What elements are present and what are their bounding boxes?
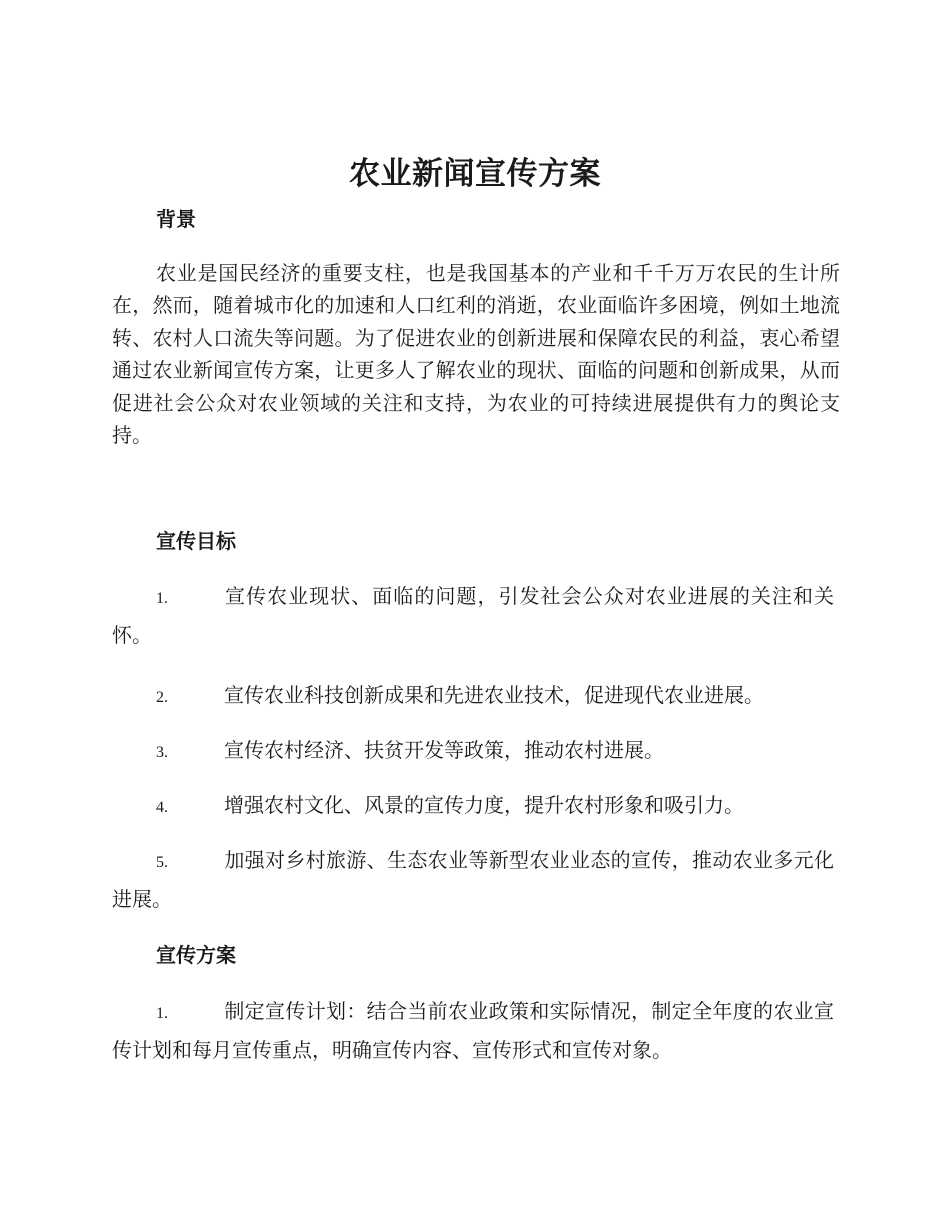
- list-item-text: 加强对乡村旅游、生态农业等新型农业业态的宣传，推动农业多元化进展。: [112, 848, 834, 911]
- background-paragraph: 农业是国民经济的重要支柱，也是我国基本的产业和千千万万农民的生计所在，然而，随着城市化的加速和人口红利的消逝，农业面临许多困境，例如土地流转、农村人口流失等问题。为了促进农业的创新进展和保障农民的利益，衷心希望通过农业新闻宣传方案，让更多人了解农业的现状、面临的问题和创新成果，从而促进社会公众对农业领域的关注和支持，为农业的可持续进展提供有力的舆论支持。: [112, 261, 840, 448]
- goal-item-2: [112, 677, 834, 716]
- list-item-text: 宣传农业现状、面临的问题，引发社会公众对农业进展的关注和关怀。: [112, 584, 834, 647]
- plan-item-1: [112, 993, 834, 1068]
- list-item-text: 增强农村文化、风景的宣传力度，提升农村形象和吸引力。: [224, 793, 744, 817]
- goal-item-4: [112, 787, 834, 826]
- goal-item-5: [112, 842, 834, 917]
- section-heading-background: 背景: [156, 207, 196, 231]
- document-title: 农业新闻宣传方案: [349, 156, 601, 192]
- goal-item-1: [112, 578, 834, 653]
- section-heading-goals: 宣传目标: [156, 529, 236, 553]
- list-item-text: 宣传农业科技创新成果和先进农业技术，促进现代农业进展。: [224, 683, 764, 707]
- list-number: 3.: [156, 744, 168, 761]
- list-number: 4.: [156, 799, 168, 816]
- list-number: 1.: [156, 590, 168, 607]
- list-item-text: 制定宣传计划：结合当前农业政策和实际情况，制定全年度的农业宣传计划和每月宣传重点，明确宣传内容、宣传形式和宣传对象。: [112, 999, 834, 1062]
- list-item-text: 宣传农村经济、扶贫开发等政策，推动农村进展。: [224, 738, 664, 762]
- list-number: 2.: [156, 689, 168, 706]
- list-number: 5.: [156, 854, 168, 871]
- goal-item-3: [112, 732, 834, 771]
- section-heading-plan: 宣传方案: [156, 943, 236, 967]
- list-number: 1.: [156, 1005, 168, 1022]
